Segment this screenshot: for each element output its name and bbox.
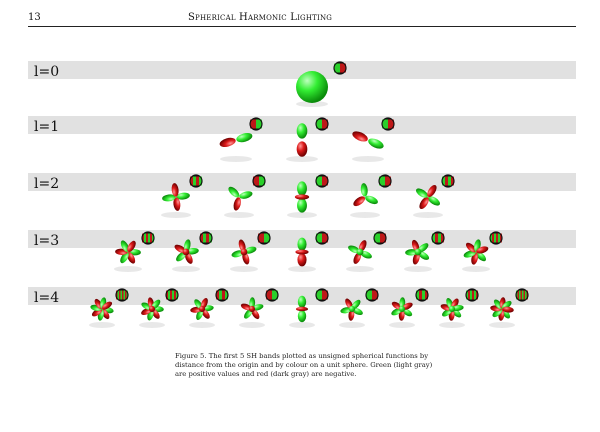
unit-sphere-l2-m0 <box>316 175 328 187</box>
unit-sphere-l4-m0 <box>316 289 328 301</box>
unit-sphere-l2-m2 <box>442 175 454 187</box>
unit-sphere-l3-m1 <box>374 232 386 244</box>
unit-sphere-l4-m-2 <box>216 289 228 301</box>
unit-sphere-l3-m-2 <box>200 232 212 244</box>
sh-function-l1-m-1 <box>219 131 254 162</box>
unit-sphere-l4-m4 <box>516 289 528 301</box>
unit-sphere-l4-m3 <box>466 289 478 301</box>
figure-caption: Figure 5. The first 5 SH bands plotted as unsigned spherical functions by distance from the origin and by colour on a unit sphere. Green (light gray) are positive values and red (dark gray) are negative. <box>175 352 433 378</box>
unit-sphere-l3-m-1 <box>258 232 270 244</box>
unit-sphere-l4-m-3 <box>166 289 178 301</box>
unit-sphere-l1-m0 <box>316 118 328 130</box>
unit-sphere-l3-m0 <box>316 232 328 244</box>
band-label: l=1 <box>34 119 60 135</box>
unit-sphere-l2-m-1 <box>253 175 265 187</box>
page-number: 13 <box>28 12 41 23</box>
unit-sphere-l4-m2 <box>416 289 428 301</box>
unit-sphere-l2-m1 <box>379 175 391 187</box>
unit-sphere-l0-m0 <box>334 62 346 74</box>
unit-sphere-l4-m-4 <box>116 289 128 301</box>
band-labels <box>34 64 59 306</box>
band-label: l=0 <box>34 64 60 80</box>
unit-sphere-l3-m2 <box>432 232 444 244</box>
running-title: Spherical Harmonic Lighting <box>188 12 333 23</box>
unit-sphere-l4-m1 <box>366 289 378 301</box>
band-label: l=4 <box>34 290 60 306</box>
unit-sphere-l3-m-3 <box>142 232 154 244</box>
band-label: l=3 <box>34 233 60 249</box>
unit-sphere-l3-m3 <box>490 232 502 244</box>
unit-sphere-l1-m1 <box>382 118 394 130</box>
sh-function-l1-m1 <box>351 129 385 162</box>
sh-function-l0-m0 <box>296 71 328 107</box>
unit-sphere-l1-m-1 <box>250 118 262 130</box>
unit-sphere-l2-m-2 <box>190 175 202 187</box>
band-label: l=2 <box>34 176 60 192</box>
unit-sphere-l4-m-1 <box>266 289 278 301</box>
